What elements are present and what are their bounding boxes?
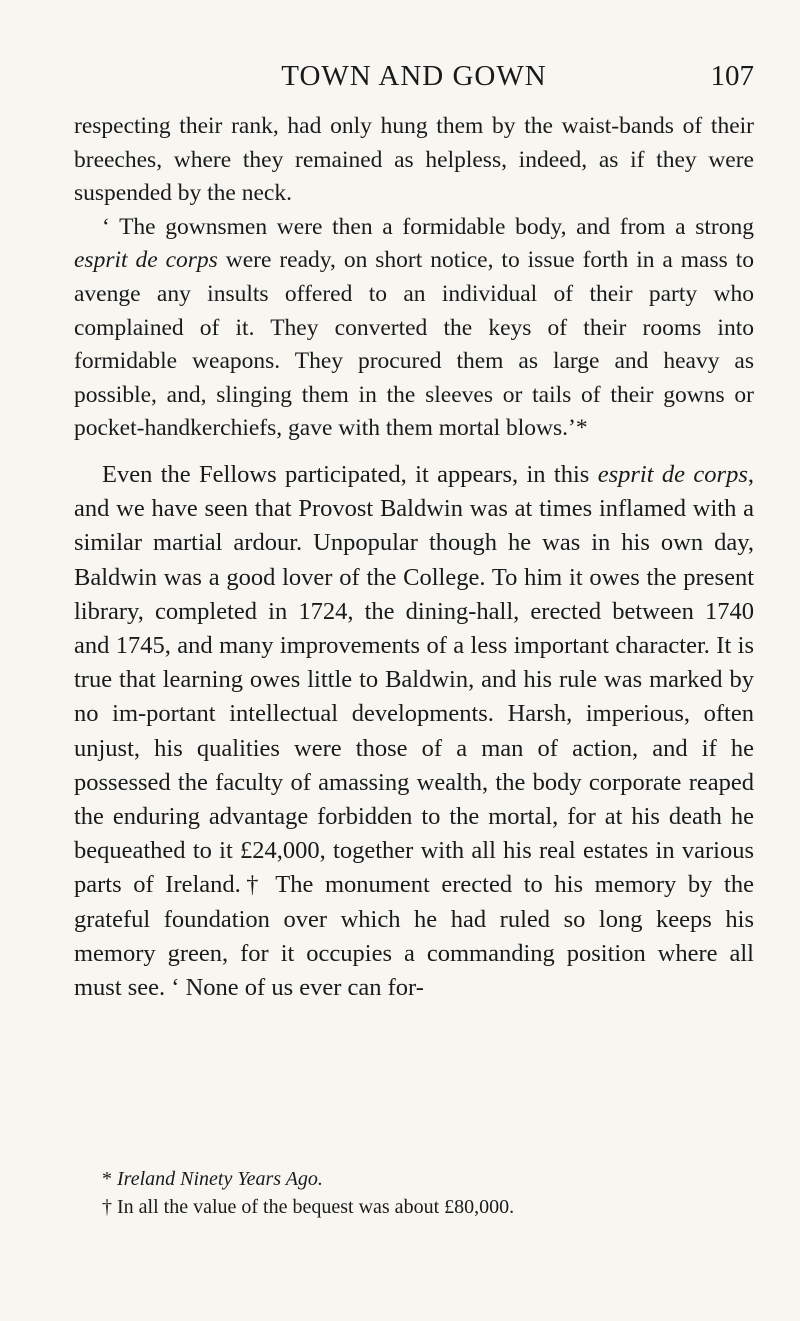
footnote-1-text: Ireland Ninety Years Ago. [117,1168,323,1190]
running-head [74,56,754,96]
paragraph-fellows-italic: esprit de corps [597,460,748,488]
footnote-1-mark: * [102,1168,112,1190]
footnote-2 [74,1193,754,1221]
paragraph-fellows-rest: , and we have seen that Provost Baldwin was at times inflamed with a similar martial ardour. Unpopular though he was in his own day, Baldwin was a good lover of the College. To him it owes the present library, completed in 1724, the dining-hall, erected between 1740 and 1745, and many improvements of a less important character. It is true that learning owes little to Baldwin, and his rule was marked by no im-portant intellectual developments. Harsh, imperious, often unjust, his qualities were those of a man of action, and if he possessed the faculty of amassing wealth, the body corporate reaped the enduring advantage forbidden to the mortal, for at his death he bequeathed to it £24,000, together with all his real estates in various parts of Ireland.† The monument erected to his memory by the grateful foundation over which he had ruled so long keeps his memory green, for it occupies a commanding position where all must see. ‘ None of us ever can for- [74,460,754,1001]
paragraph-fellows-open: Even the Fellows participated, it appears, in this [102,460,598,488]
paragraph-continuation: respecting their rank, had only hung them by the waist-bands of their breeches, where they remained as helpless, indeed, as if they were suspended by the neck. [74,113,754,207]
paragraph-quotation-rest: were ready, on short notice, to issue forth in a mass to avenge any insults offered to an individual of their party who complained of it. They converted the keys of their rooms into formidable weapons. They procured them as large and heavy as possible, and, slinging them in the sleeves or tails of their gowns or pocket-handkerchiefs, gave with them mortal blows.’* [74,247,754,442]
paragraph-fellows [74,458,754,1005]
running-title: TOWN AND GOWN [281,60,547,92]
paragraph-quotation [74,211,754,446]
footnote-2-mark: † [102,1196,112,1218]
footnote-2-text: In all the value of the bequest was about £80,000. [117,1196,515,1218]
page-number: 107 [710,60,754,92]
paragraph-quotation-open: ‘ The gownsmen were then a formidable body, and from a strong [102,213,754,240]
footnotes [74,1165,754,1221]
body-text [74,110,754,1005]
paragraph-quotation-italic: esprit de corps [74,247,218,274]
footnote-1 [74,1165,754,1193]
